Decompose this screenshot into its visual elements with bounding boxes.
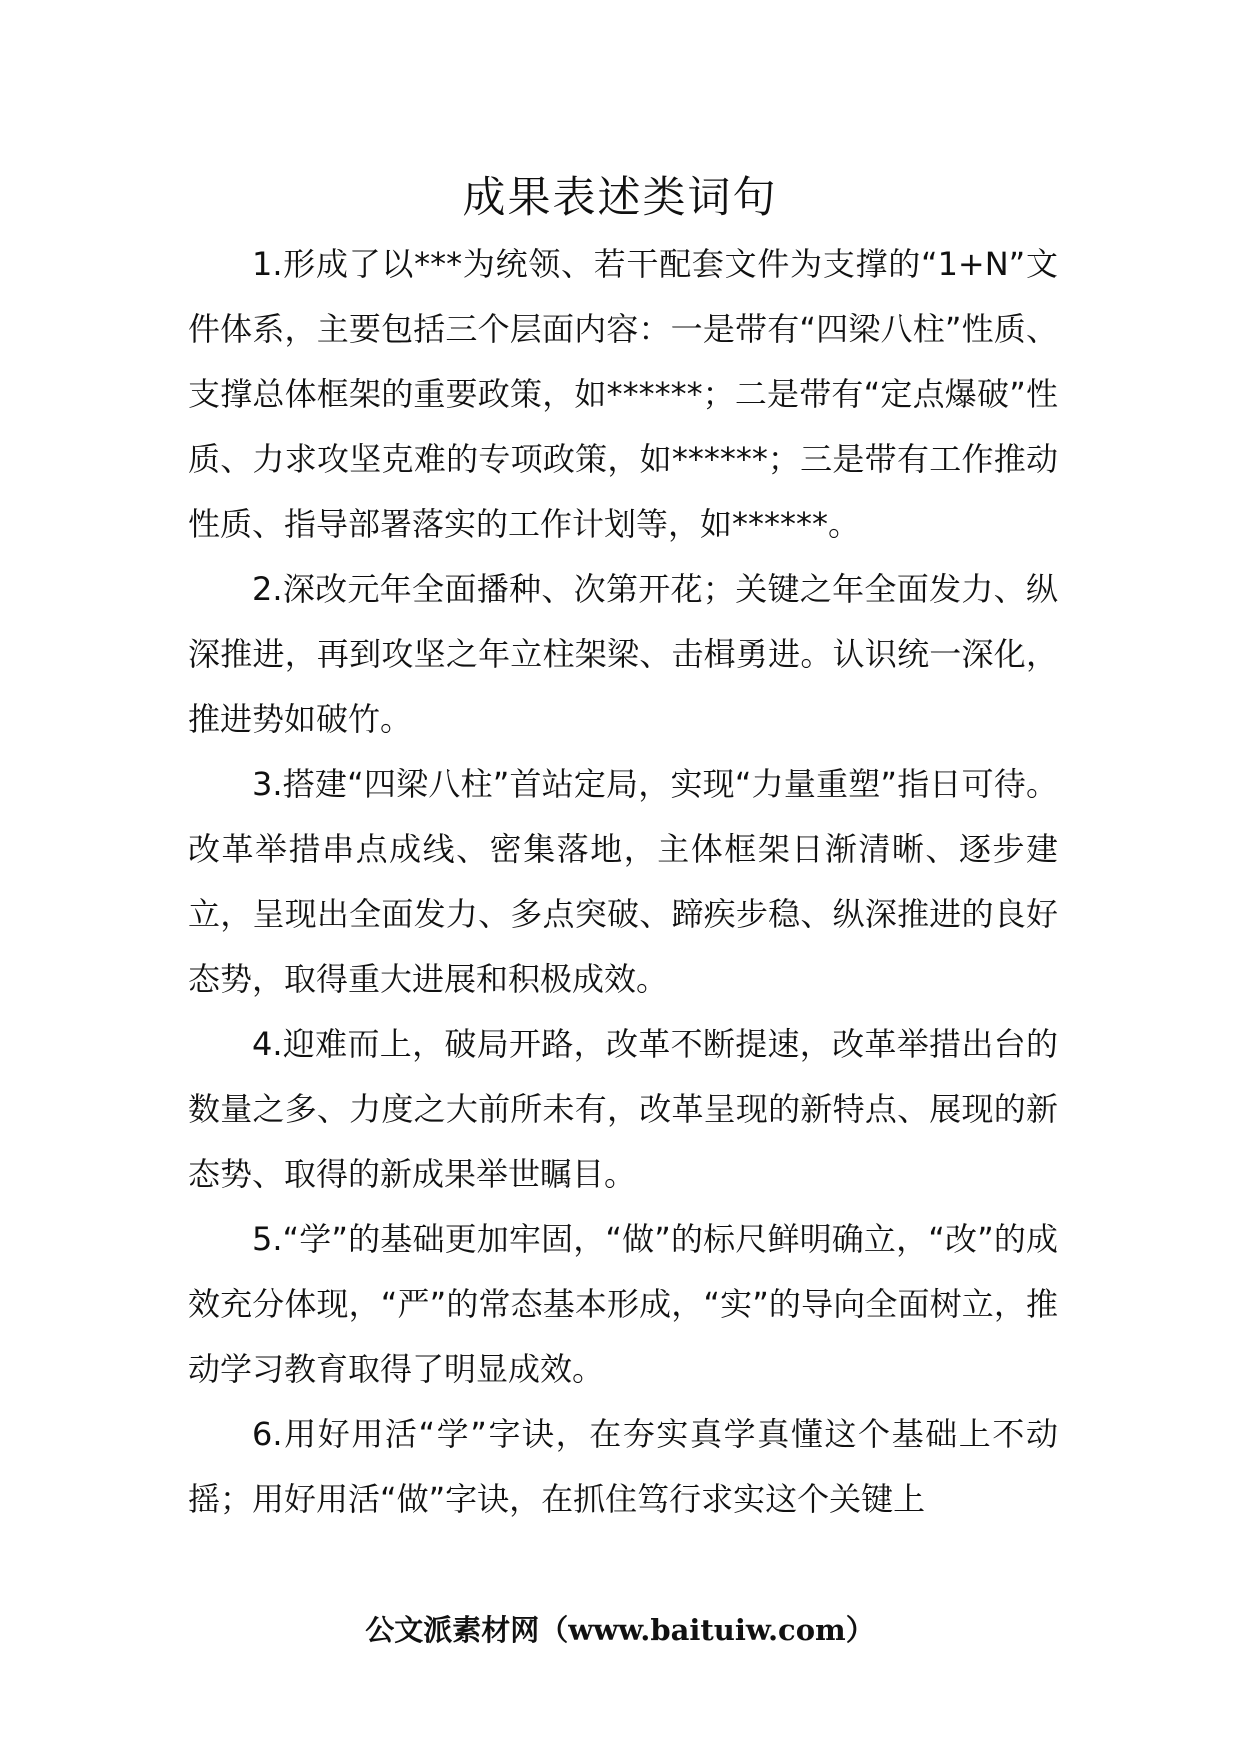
paragraph-1: 1.形成了以***为统领、若干配套文件为支撑的“1+N”文件体系，主要包括三个层面内容：一是带有“四梁八柱”性质、支撑总体框架的重要政策，如******；二是带有“定点爆破”性质、力求攻坚克难的专项政策，如******；三是带有工作推动性质、指导部署落实的工作计划等，如******。: [188, 245, 1058, 543]
paragraph-5: 5.“学”的基础更加牢固，“做”的标尺鲜明确立，“改”的成效充分体现，“严”的常态基本形成，“实”的导向全面树立，推动学习教育取得了明显成效。: [188, 1220, 1058, 1388]
paragraph-6: 6.用好用活“学”字诀，在夯实真学真懂这个基础上不动摇；用好用活“做”字诀，在抓住笃行求实这个关键上: [188, 1415, 1058, 1518]
document-title: 成果表述类词句: [462, 173, 778, 223]
paragraph-4: 4.迎难而上，破局开路，改革不断提速，改革举措出台的数量之多、力度之大前所未有，改革呈现的新特点、展现的新态势、取得的新成果举世瞩目。: [188, 1025, 1058, 1193]
paragraph-3: 3.搭建“四梁八柱”首站定局，实现“力量重塑”指日可待。改革举措串点成线、密集落地，主体框架日渐清晰、逐步建立，呈现出全面发力、多点突破、蹄疾步稳、纵深推进的良好态势，取得重大进展和积极成效。: [188, 765, 1058, 998]
page-footer-source: 公文派素材网（www.baituiw.com）: [365, 1613, 875, 1647]
paragraph-2: 2.深改元年全面播种、次第开花；关键之年全面发力、纵深推进，再到攻坚之年立柱架梁、击楫勇进。认识统一深化，推进势如破竹。: [188, 570, 1058, 738]
document-body: [188, 232, 1058, 1532]
